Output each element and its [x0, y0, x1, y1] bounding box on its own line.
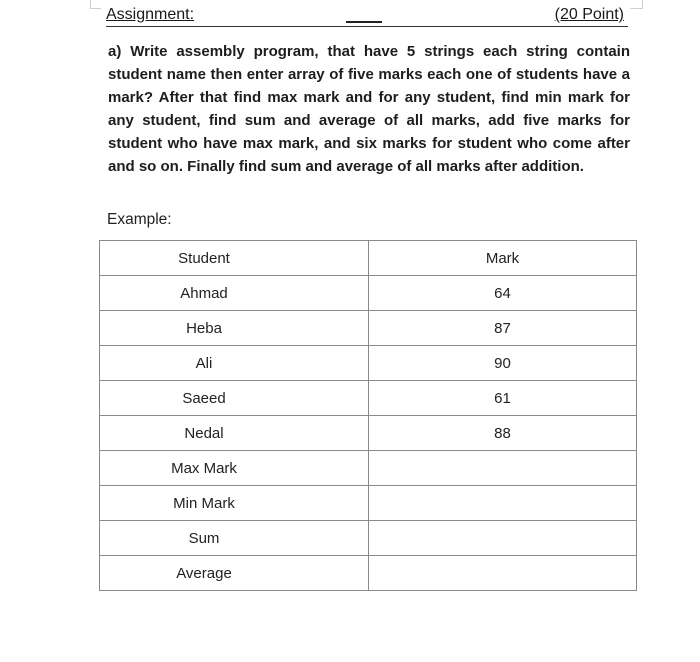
table-row	[100, 381, 637, 416]
mark-value: 87	[494, 319, 511, 337]
mark-value: 61	[494, 389, 511, 407]
summary-label-cell	[100, 451, 369, 486]
student-name-cell	[100, 311, 369, 346]
summary-label-cell	[100, 486, 369, 521]
marks-table	[99, 240, 637, 591]
student-name: Nedal	[184, 424, 224, 442]
mark-header-label: Mark	[485, 249, 520, 267]
summary-row-max	[100, 451, 637, 486]
assignment-points: (20 Point)	[554, 6, 624, 23]
header-dash	[346, 21, 382, 23]
summary-label-cell	[100, 521, 369, 556]
student-name-cell	[100, 416, 369, 451]
summary-label: Max Mark	[171, 459, 237, 477]
summary-row-sum	[100, 521, 637, 556]
mark-value-cell	[369, 311, 637, 346]
summary-label: Sum	[188, 529, 220, 547]
mark-value-cell	[369, 416, 637, 451]
assignment-title: Assignment:	[106, 6, 195, 23]
summary-value-cell	[369, 556, 637, 591]
mark-value-cell	[369, 346, 637, 381]
student-name: Heba	[186, 319, 222, 337]
mark-value-cell	[369, 381, 637, 416]
table-row	[100, 416, 637, 451]
page-corner-right	[630, 0, 643, 9]
mark-value: 88	[494, 424, 511, 442]
table-row	[100, 346, 637, 381]
student-name: Saeed	[182, 389, 226, 407]
summary-value-cell	[369, 486, 637, 521]
summary-value-cell	[369, 521, 637, 556]
student-name: Ali	[195, 354, 213, 372]
mark-column-header	[369, 241, 637, 276]
summary-label-cell	[100, 556, 369, 591]
table-row	[100, 276, 637, 311]
example-label: Example:	[107, 211, 172, 228]
mark-value-cell	[369, 276, 637, 311]
assignment-header	[106, 4, 628, 27]
student-name-cell	[100, 346, 369, 381]
student-name-cell	[100, 276, 369, 311]
page-corner-left	[90, 0, 101, 9]
summary-row-average	[100, 556, 637, 591]
student-name: Ahmad	[180, 284, 228, 302]
table-row	[100, 311, 637, 346]
student-column-header	[100, 241, 369, 276]
mark-value: 90	[494, 354, 511, 372]
summary-label: Min Mark	[173, 494, 235, 512]
table-header-row	[100, 241, 637, 276]
student-header-label: Student	[178, 249, 230, 267]
summary-value-cell	[369, 451, 637, 486]
mark-value: 64	[494, 284, 511, 302]
summary-label: Average	[176, 564, 232, 582]
question-text: a) Write assembly program, that have 5 strings each string contain student name then enter array of five marks each one of students have a mark? After that find max mark and for any student, find min mark for any student, find sum and average of all marks, add five marks for student who have max mark, and six marks for student who come after and so on. Finally find sum and average of all marks after addition.	[108, 43, 630, 175]
student-name-cell	[100, 381, 369, 416]
summary-row-min	[100, 486, 637, 521]
